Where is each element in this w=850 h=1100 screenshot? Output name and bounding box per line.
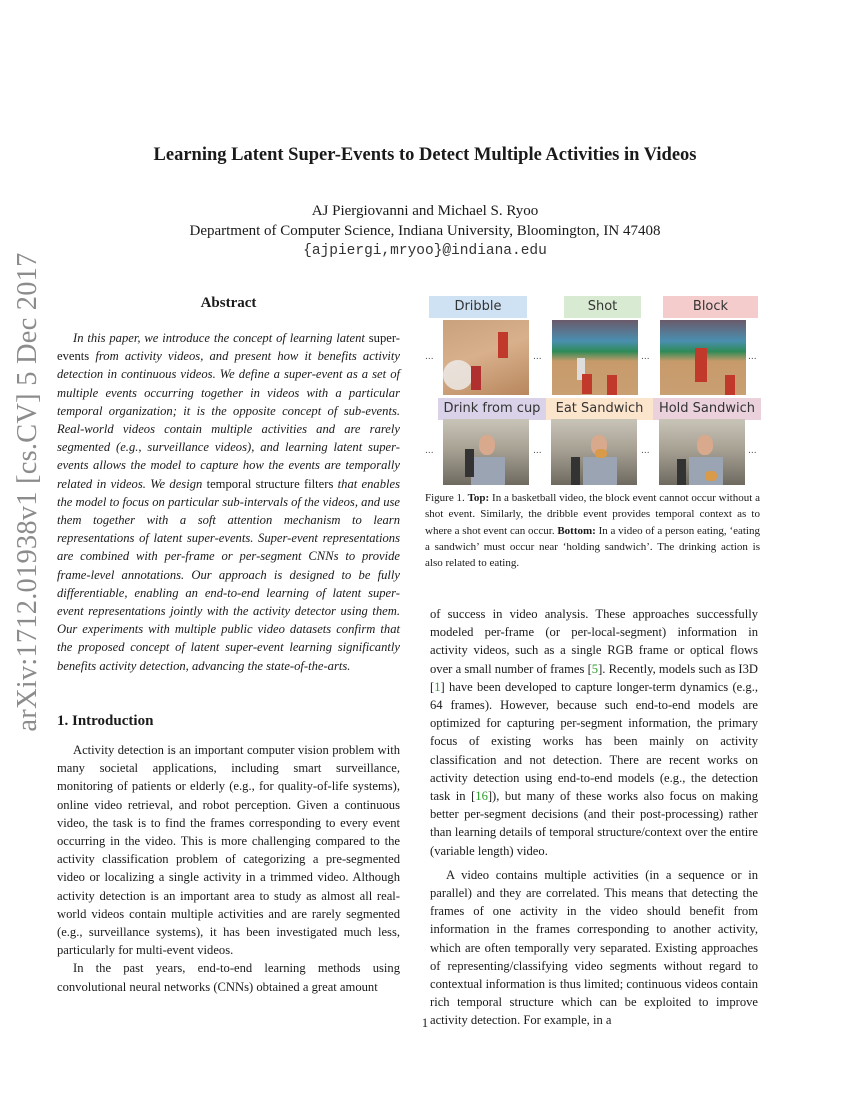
figure-caption (425, 490, 760, 571)
right-column-body (430, 605, 758, 1030)
ellipsis: ... (748, 446, 757, 456)
abstract-text: that enables the model to focus on particular sub-intervals of the videos, and use them together with a soft attention mechanism to learn representations of latent super-events. Super-event representations are combined with per-frame or per-segment CNNs to provide frame-level annotations. Our approach is designed to be fully differentiable, enabling an end-to-end learning of latent super-event representations jointly with the activity detector using them. Our experiments with multiple public video datasets confirm that the proposed concept of latent super-event learning significantly benefits activity detection, advancing the state-of-the-arts. (57, 476, 400, 673)
citation-link[interactable]: 5 (591, 661, 599, 676)
ellipsis: ... (425, 446, 434, 456)
ellipsis: ... (641, 352, 650, 362)
abstract-heading: Abstract (200, 295, 257, 311)
label-hold-sandwich: Hold Sandwich (653, 398, 761, 420)
ellipsis: ... (641, 446, 650, 456)
person-eating-frame (551, 419, 637, 485)
affiliation: Department of Computer Science, Indiana University, Bloomington, IN 47408 (189, 223, 661, 239)
label-dribble: Dribble (429, 296, 527, 318)
basketball-shot-frame (552, 320, 638, 395)
arxiv-stamp-text: arXiv:1712.01938v1 [cs.CV] 5 Dec 2017 (12, 252, 43, 732)
abstract-term: super-events (57, 331, 400, 364)
ellipsis: ... (425, 352, 434, 362)
paragraph (430, 605, 758, 860)
paragraph: In the past years, end-to-end learning methods using convolutional neural networks (CNNs) obtained a great amount (57, 961, 400, 994)
label-drink-from-cup: Drink from cup (438, 398, 546, 420)
caption-bold: Top: (467, 492, 490, 504)
ellipsis: ... (533, 352, 542, 362)
introduction-body (57, 741, 400, 996)
basketball-dribble-frame (443, 320, 529, 395)
figure-1 (425, 296, 763, 488)
abstract-text: In this paper, we introduce the concept of learning latent (73, 331, 369, 345)
authors: AJ Piergiovanni and Michael S. Ryoo (311, 203, 539, 219)
caption-text: In a basketball video, the block event cannot occur without a shot event. Similarly, the dribble event provides temporal context as to where a shot event can occur. (425, 492, 760, 537)
text: ]. Recently, models such as I3D [ (430, 661, 759, 694)
page-number: 1 (421, 1016, 429, 1030)
ellipsis: ... (748, 352, 757, 362)
author-block (0, 201, 850, 261)
basketball-block-frame (660, 320, 746, 395)
paragraph: A video contains multiple activities (in a sequence or in parallel) and they are correlated. This means that detecting the frames of one activity in the video should benefit from information in the frames corresponding to another activity, which are often temporally very separated. Existing approaches of representing/classifying video segments without regard to contextual information is thus limited; continuous videos contain rich temporal structure which can be exploited to improve activity detection. For example, in a (430, 867, 758, 1028)
caption-label: Figure 1. (425, 492, 468, 504)
abstract-text: from activity videos, and present how it benefits activity detection in continuous videos. We define a super-event as a set of multiple events occurring together in videos with a particular temporal organization; it is the opposite concept of sub-events. Real-world videos contain multiple activities and are rarely segmented (e.g., surveillance videos), and learning latent super-events allows the model to capture how the events are temporally related in videos. We design (57, 349, 400, 491)
paragraph: Activity detection is an important computer vision problem with many societal applications, including smart surveillance, monitoring of patients or elderly (e.g., for quality-of-life systems), online video retrieval, and robot perception. Given a continuous video, the task is to find the frames corresponding to every event occurring in the video. This is more challenging compared to the activity classification problem of categorizing a pre-segmented video or localizing a single activity in a trimmed video. Although activity detection is an important area to study as almost all real-world videos contain multiple activities and are rarely segmented (e.g., surveillance systems), it has been investigated much less, particularly for multi-event videos. (57, 743, 400, 958)
text: ] have been developed to capture longer-term dynamics (e.g., 64 frames). However, because such end-to-end models are optimized for capturing per-segment information, the primary focus of existing works has been mainly on activity classification and not detection. There are recent works on activity detection using end-to-end models (e.g., the detection task in [ (430, 679, 758, 804)
caption-bold: Bottom: (557, 524, 596, 537)
abstract-term: temporal structure filters (206, 476, 334, 491)
citation-link[interactable]: 16 (475, 789, 488, 804)
section-heading-introduction: 1. Introduction (57, 713, 154, 729)
abstract-body (57, 329, 400, 675)
person-drinking-frame (443, 419, 529, 485)
text: ]), but many of these works also focus on making better per-segment decisions (and their post-processing) rather than learning details of temporal structure/context over the entire (variable length) video. (430, 789, 758, 858)
email: {ajpiergi,mryoo}@indiana.edu (303, 243, 547, 259)
paper-title: Learning Latent Super-Events to Detect Multiple Activities in Videos (153, 145, 697, 165)
person-holding-sandwich-frame (659, 419, 745, 485)
text: of success in video analysis. These approaches successfully modeled per-frame (or per-local-segment) information in activity videos, such as a single RGB frame or optical flows over a small number of frames [ (430, 607, 758, 676)
citation-link[interactable]: 1 (434, 679, 441, 694)
label-block: Block (663, 296, 758, 318)
arxiv-stamp (8, 252, 48, 732)
caption-text: In a video of a person eating, ‘eating a sandwich’ must occur near ‘holding sandwich’. The drinking action is also related to eating. (425, 524, 760, 570)
label-eat-sandwich: Eat Sandwich (546, 398, 653, 420)
label-shot: Shot (564, 296, 641, 318)
ellipsis: ... (533, 446, 542, 456)
